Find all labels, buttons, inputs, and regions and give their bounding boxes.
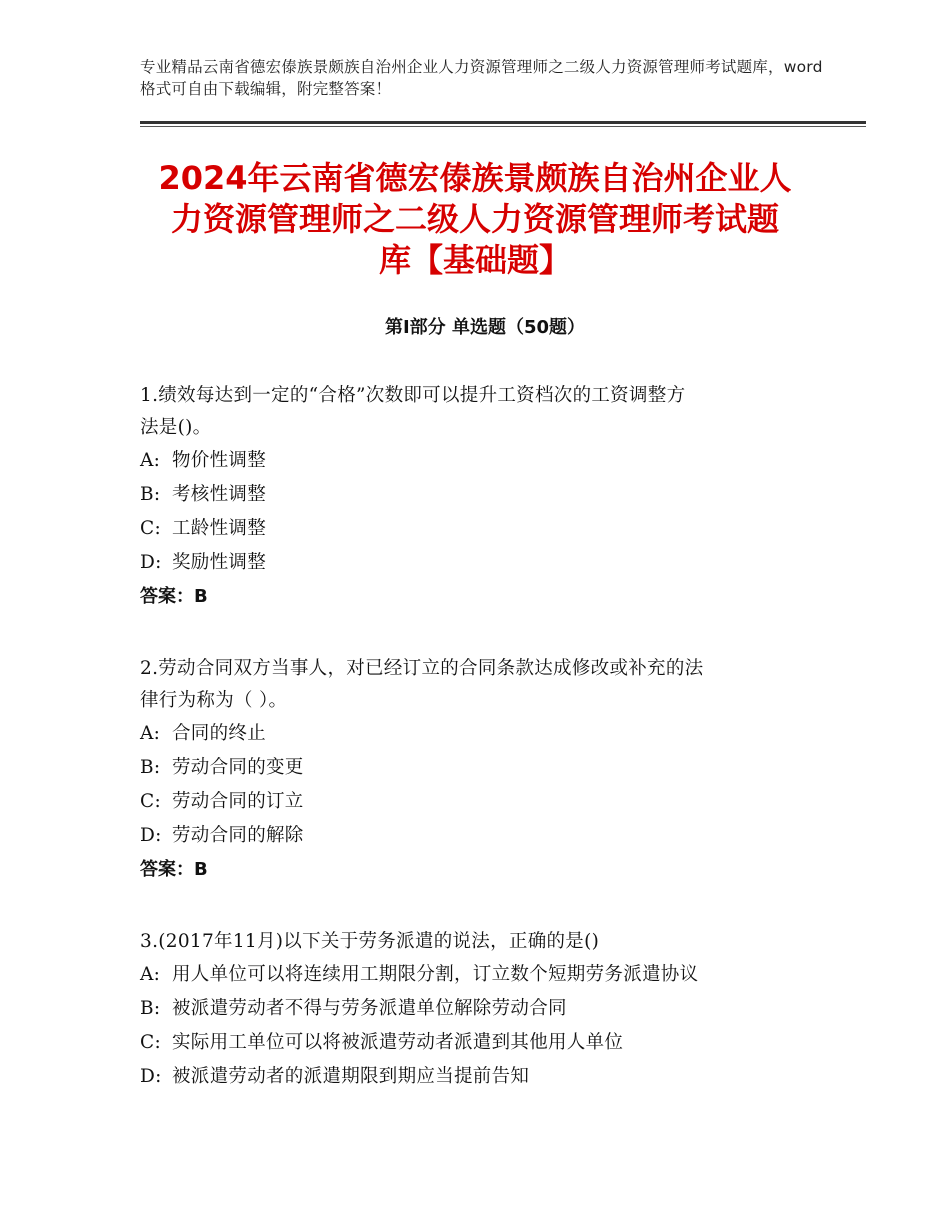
option-key: A: (140, 450, 161, 471)
question-1 (140, 380, 830, 614)
option-key: C: (140, 791, 161, 812)
option-text: 被派遣劳动者不得与劳务派遣单位解除劳动合同 (172, 998, 567, 1019)
header-note: 专业精品云南省德宏傣族景颇族自治州企业人力资源管理师之二级人力资源管理师考试题库，word格式可自由下载编辑，附完整答案！ (140, 58, 823, 98)
question-stem-line: 1.绩效每达到一定的“合格”次数即可以提升工资档次的工资调整方 (140, 385, 686, 406)
option-text: 考核性调整 (172, 484, 267, 505)
question-stem-line: 律行为称为（ ）。 (140, 690, 288, 711)
option-a (140, 717, 830, 751)
option-d (140, 819, 830, 853)
option-d (140, 1060, 830, 1094)
option-text: 劳动合同的解除 (172, 825, 304, 846)
option-text: 奖励性调整 (172, 552, 267, 573)
option-key: D: (140, 1066, 162, 1087)
option-key: B: (140, 757, 161, 778)
option-text: 用人单位可以将连续用工期限分割，订立数个短期劳务派遣协议 (172, 964, 699, 985)
option-key: B: (140, 484, 161, 505)
title-line-3: 库【基础题】 (378, 241, 571, 279)
option-text: 劳动合同的变更 (172, 757, 304, 778)
option-c (140, 785, 830, 819)
option-key: C: (140, 1032, 161, 1053)
option-key: A: (140, 723, 161, 744)
question-2 (140, 653, 830, 887)
header-rule-thick (140, 121, 866, 124)
question-stem-line: 法是()。 (140, 417, 212, 438)
option-text: 被派遣劳动者的派遣期限到期应当提前告知 (172, 1066, 530, 1087)
option-text: 实际用工单位可以将被派遣劳动者派遣到其他用人单位 (172, 1032, 624, 1053)
option-b (140, 478, 830, 512)
option-text: 合同的终止 (172, 723, 267, 744)
question-3 (140, 926, 830, 1094)
header-rule-thin (140, 126, 866, 127)
section-title: 第Ⅰ部分 单选题（50题） (384, 317, 585, 338)
question-stem-line: 2.劳动合同双方当事人，对已经订立的合同条款达成修改或补充的法 (140, 658, 704, 679)
title-line-1: 2024年云南省德宏傣族景颇族自治州企业人 (158, 159, 792, 197)
option-a (140, 444, 830, 478)
option-b (140, 751, 830, 785)
option-d (140, 546, 830, 580)
question-stem-line: 3.(2017年11月)以下关于劳务派遣的说法，正确的是() (140, 931, 600, 952)
option-text: 物价性调整 (172, 450, 267, 471)
answer: 答案：B (140, 859, 208, 880)
answer: 答案：B (140, 586, 208, 607)
option-key: A: (140, 964, 161, 985)
document-title (120, 158, 830, 281)
option-key: D: (140, 825, 162, 846)
option-text: 劳动合同的订立 (172, 791, 304, 812)
option-b (140, 992, 830, 1026)
title-line-2: 力资源管理师之二级人力资源管理师考试题 (170, 200, 779, 238)
option-key: D: (140, 552, 162, 573)
option-a (140, 958, 830, 992)
option-key: B: (140, 998, 161, 1019)
option-key: C: (140, 518, 161, 539)
option-c (140, 512, 830, 546)
option-text: 工龄性调整 (172, 518, 267, 539)
option-c (140, 1026, 830, 1060)
